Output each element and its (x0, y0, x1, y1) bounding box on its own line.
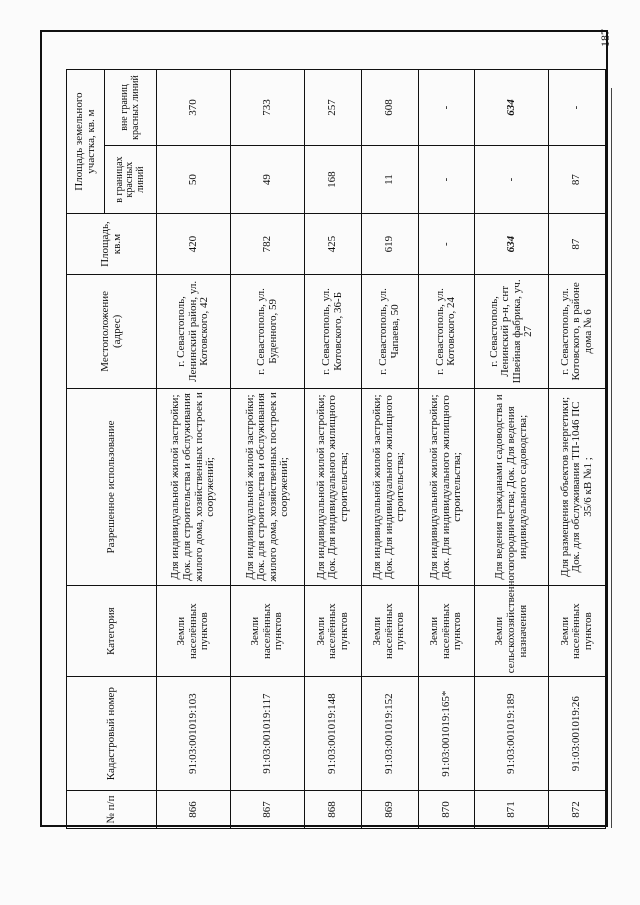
row-category: Земли населённых пунктов (418, 586, 475, 677)
row-area: 420 (157, 214, 231, 275)
table-row (475, 70, 549, 829)
row-location: г. Севастополь, Ленинский район, ул. Котовского, 42 (157, 274, 231, 388)
table-row (305, 70, 362, 829)
land-plots-table (66, 69, 606, 829)
row-area-outside: 608 (361, 70, 418, 146)
row-area-inside: 49 (231, 145, 305, 213)
row-area-outside: 634 (475, 70, 549, 146)
row-cadastral-number: 91:03:001019:152 (361, 677, 418, 791)
row-cadastral-number: 91:03:001019:148 (305, 677, 362, 791)
row-area: - (418, 214, 475, 275)
row-area-outside: - (549, 70, 606, 146)
row-area-outside: - (418, 70, 475, 146)
row-permitted-use: Для ведения гражданами садоводства и огородничества; Док. Для ведения индивидуального садоводства; (475, 388, 549, 585)
row-permitted-use: Для индивидуальной жилой застройки; Док. для строительства и обслуживания жилого дома, хозяйственных построек и сооружений; (231, 388, 305, 585)
header-location: Местоположение (адрес) (67, 274, 157, 388)
row-cadastral-number: 91:03:001019:189 (475, 677, 549, 791)
header-num: № п/п (67, 791, 157, 829)
header-cadastral: Кадастровый номер (67, 677, 157, 791)
row-permitted-use: Для индивидуальной жилой застройки; Док. Для индивидуального жилищного строительства; (361, 388, 418, 585)
row-category: Земли населённых пунктов (157, 586, 231, 677)
row-num: 872 (549, 791, 606, 829)
row-num: 869 (361, 791, 418, 829)
row-category: Земли населённых пунктов (549, 586, 606, 677)
row-num: 867 (231, 791, 305, 829)
row-area-inside: - (418, 145, 475, 213)
row-category: Земли населённых пунктов (305, 586, 362, 677)
row-category: Земли населённых пунктов (361, 586, 418, 677)
header-plot-area: Площадь земельного участка, кв. м (67, 70, 105, 214)
row-cadastral-number: 91:03:001019:26 (549, 677, 606, 791)
row-area: 619 (361, 214, 418, 275)
row-category: Земли населённых пунктов (231, 586, 305, 677)
row-area: 425 (305, 214, 362, 275)
rotated-table-container (66, 69, 606, 829)
row-num: 868 (305, 791, 362, 829)
row-num: 866 (157, 791, 231, 829)
header-permitted-use: Разрешенное использование (67, 388, 157, 585)
table-row (157, 70, 231, 829)
row-area-inside: - (475, 145, 549, 213)
row-area-outside: 733 (231, 70, 305, 146)
row-area-outside: 257 (305, 70, 362, 146)
page-number: 187 (598, 29, 612, 47)
row-area: 634 (475, 214, 549, 275)
table-row (361, 70, 418, 829)
table-row (418, 70, 475, 829)
row-area-inside: 87 (549, 145, 606, 213)
row-area-outside: 370 (157, 70, 231, 146)
header-category: Категория (67, 586, 157, 677)
row-location: г. Севастополь, ул. Чапаева, 50 (361, 274, 418, 388)
row-permitted-use: Для индивидуальной жилой застройки; Док. Для индивидуального жилищного строительства; (418, 388, 475, 585)
row-cadastral-number: 91:03:001019:117 (231, 677, 305, 791)
row-permitted-use: Для индивидуальной жилой застройки; Док. Для индивидуального жилищного строительства; (305, 388, 362, 585)
row-cadastral-number: 91:03:001019:103 (157, 677, 231, 791)
row-permitted-use: Для размещения объектов энергетики; Док. для обслуживания ТП-1046 ПС 35/6 кВ №1 ; (549, 388, 606, 585)
row-area-inside: 11 (361, 145, 418, 213)
row-location: г. Севастополь, ул. Котовского, 36-Б (305, 274, 362, 388)
header-inside-red-lines: в границах красных линий (105, 145, 157, 213)
row-location: г. Севастополь, ул. Котовского, 24 (418, 274, 475, 388)
row-location: г. Севастополь, Ленинский р-н, снт Швейная фабрика, уч. 27 (475, 274, 549, 388)
header-outside-red-lines: вне границ красных линий (105, 70, 157, 146)
row-area: 782 (231, 214, 305, 275)
row-area-inside: 50 (157, 145, 231, 213)
row-permitted-use: Для индивидуальной жилой застройки; Док. для строительства и обслуживания жилого дома, хозяйственных построек и сооружений; (157, 388, 231, 585)
row-num: 871 (475, 791, 549, 829)
table-body (157, 70, 606, 829)
row-location: г. Севастополь, ул. Буденного, 59 (231, 274, 305, 388)
row-category: Земли сельскохозяйственного назначения (475, 586, 549, 677)
row-area-inside: 168 (305, 145, 362, 213)
margin-rule (611, 88, 612, 828)
table-row (549, 70, 606, 829)
row-num: 870 (418, 791, 475, 829)
table-row (231, 70, 305, 829)
row-area: 87 (549, 214, 606, 275)
row-cadastral-number: 91:03:001019:165* (418, 677, 475, 791)
header-area: Площадь, кв.м (67, 214, 157, 275)
row-location: г. Севастополь, ул. Котовского, в районе дома № 6 (549, 274, 606, 388)
